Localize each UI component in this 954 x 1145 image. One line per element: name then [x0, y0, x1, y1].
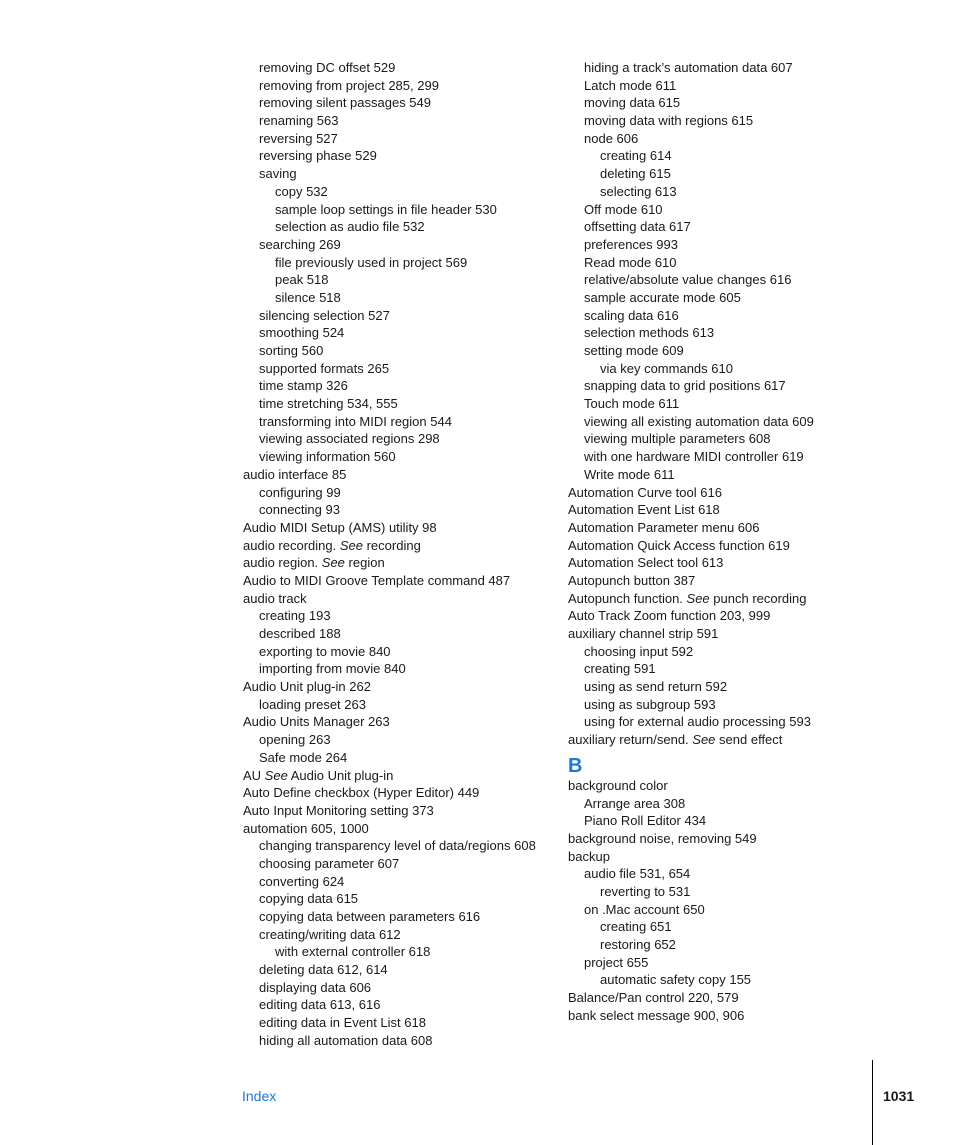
- index-entry: viewing all existing automation data 609: [584, 413, 814, 429]
- index-entry: backup: [568, 848, 610, 864]
- index-entry: Automation Event List 618: [568, 502, 720, 518]
- index-entry: time stamp 326: [259, 378, 348, 394]
- index-entry: project 655: [584, 954, 649, 970]
- index-entry: snapping data to grid positions 617: [584, 378, 786, 394]
- entry-target: send effect: [715, 732, 783, 748]
- index-entry: reversing phase 529: [259, 148, 377, 164]
- entry-target: punch recording: [709, 590, 807, 606]
- index-entry: relative/absolute value changes 616: [584, 272, 792, 288]
- index-entry: Latch mode 611: [584, 77, 677, 93]
- index-entry: deleting 615: [600, 166, 671, 182]
- index-entry: sorting 560: [259, 343, 324, 358]
- index-entry: sample loop settings in file header 530: [275, 201, 497, 217]
- index-entry: exporting to movie 840: [259, 643, 391, 659]
- footer-index-label: Index: [242, 1088, 277, 1104]
- index-entry: deleting data 612, 614: [259, 962, 388, 978]
- index-entry: setting mode 609: [584, 343, 684, 358]
- index-entry: renaming 563: [259, 113, 339, 129]
- index-entry: converting 624: [259, 873, 345, 889]
- index-entry: Arrange area 308: [584, 795, 686, 811]
- index-entry: creating 193: [259, 608, 331, 624]
- index-entry: smoothing 524: [259, 325, 345, 341]
- section-letter-b: B: [568, 754, 583, 777]
- index-entry: automatic safety copy 155: [600, 972, 752, 988]
- index-entry: silencing selection 527: [259, 307, 390, 323]
- index-entry: searching 269: [259, 236, 341, 252]
- index-entry: reversing 527: [259, 130, 338, 146]
- index-entry: time stretching 534, 555: [259, 396, 398, 412]
- index-entry: Off mode 610: [584, 201, 663, 217]
- index-entry: selecting 613: [600, 183, 677, 199]
- index-entry: loading preset 263: [259, 696, 366, 712]
- page-number: 1031: [883, 1088, 915, 1104]
- entry-text: Autopunch function.: [568, 590, 687, 606]
- index-entry: opening 263: [259, 732, 331, 748]
- index-entry: importing from movie 840: [259, 661, 406, 677]
- see-reference: See: [339, 537, 363, 553]
- see-reference: See: [264, 767, 288, 783]
- index-entry: on .Mac account 650: [584, 901, 705, 917]
- index-entry: using as subgroup 593: [584, 696, 716, 712]
- see-reference: See: [686, 590, 710, 606]
- index-entry: editing data 613, 616: [259, 997, 381, 1013]
- entry-text: audio region.: [243, 555, 322, 571]
- entry-text: AU: [243, 767, 265, 783]
- index-entry: sample accurate mode 605: [584, 289, 741, 305]
- index-entry: bank select message 900, 906: [568, 1007, 745, 1023]
- index-entry: [568, 590, 868, 608]
- index-entry: [243, 537, 553, 555]
- index-entry: creating 614: [600, 148, 672, 164]
- index-entry: transforming into MIDI region 544: [259, 413, 452, 429]
- index-entry: Automation Curve tool 616: [568, 484, 722, 500]
- index-entry: Read mode 610: [584, 254, 677, 270]
- index-entry: viewing associated regions 298: [259, 431, 440, 447]
- index-entry: Audio Unit plug-in 262: [243, 679, 371, 695]
- index-entry: [243, 767, 553, 785]
- index-entry: removing from project 285, 299: [259, 77, 439, 93]
- left-index-column: [243, 59, 553, 1050]
- index-entry: node 606: [584, 130, 639, 146]
- index-entry: silence 518: [275, 289, 341, 305]
- index-entry: described 188: [259, 626, 341, 641]
- index-entry: Safe mode 264: [259, 749, 348, 765]
- automation-continued-entries: [568, 59, 868, 749]
- index-entry: editing data in Event List 618: [259, 1015, 426, 1031]
- index-entry: Write mode 611: [584, 466, 675, 482]
- index-entry: creating/writing data 612: [259, 926, 401, 942]
- index-entry: saving: [259, 166, 297, 182]
- index-entry: connecting 93: [259, 502, 340, 518]
- index-entry: hiding a track’s automation data 607: [584, 60, 793, 75]
- index-entry: scaling data 616: [584, 307, 679, 323]
- index-entry: copy 532: [275, 183, 328, 199]
- index-entry: viewing information 560: [259, 449, 396, 465]
- index-entry: background color: [568, 777, 668, 793]
- index-entry: Autopunch button 387: [568, 572, 696, 588]
- index-entry: [568, 731, 868, 749]
- index-entry: displaying data 606: [259, 979, 372, 995]
- index-entry: with external controller 618: [275, 944, 431, 960]
- index-entry: Audio to MIDI Groove Template command 487: [243, 572, 511, 588]
- b-section-entries: [568, 777, 868, 1025]
- index-entry: Auto Track Zoom function 203, 999: [568, 608, 771, 624]
- index-entry: selection methods 613: [584, 325, 715, 341]
- index-entry: audio interface 85: [243, 466, 347, 482]
- index-entry: peak 518: [275, 272, 329, 288]
- index-entry: viewing multiple parameters 608: [584, 431, 771, 447]
- index-entry: changing transparency level of data/regions 608: [259, 838, 536, 854]
- index-entry: removing silent passages 549: [259, 95, 431, 111]
- index-entry: choosing input 592: [584, 643, 694, 659]
- index-entry: preferences 993: [584, 236, 678, 252]
- right-index-column: [568, 59, 868, 1024]
- index-entry: Touch mode 611: [584, 396, 680, 412]
- see-reference: See: [321, 555, 345, 571]
- see-reference: See: [692, 732, 716, 748]
- index-entry: selection as audio file 532: [275, 219, 425, 235]
- index-entry: [243, 554, 553, 572]
- index-entry: with one hardware MIDI controller 619: [584, 449, 804, 465]
- index-entry: Automation Quick Access function 619: [568, 537, 790, 553]
- index-entry: Automation Select tool 613: [568, 555, 724, 571]
- index-entry: Auto Define checkbox (Hyper Editor) 449: [243, 785, 480, 801]
- index-entry: audio track: [243, 590, 307, 606]
- index-entry: file previously used in project 569: [275, 254, 468, 270]
- index-entry: hiding all automation data 608: [259, 1032, 433, 1048]
- index-entry: moving data 615: [584, 95, 681, 111]
- footer-divider: [872, 1060, 873, 1145]
- index-entry: audio file 531, 654: [584, 866, 691, 882]
- entry-text: auxiliary return/send.: [568, 732, 693, 748]
- index-entry: Audio MIDI Setup (AMS) utility 98: [243, 519, 437, 535]
- index-entry: Automation Parameter menu 606: [568, 519, 760, 535]
- index-entry: copying data 615: [259, 891, 359, 907]
- index-entry: auxiliary channel strip 591: [568, 626, 719, 641]
- index-entry: copying data between parameters 616: [259, 909, 481, 924]
- entry-text: audio recording.: [243, 537, 340, 553]
- index-entry: Piano Roll Editor 434: [584, 813, 707, 829]
- index-entry: moving data with regions 615: [584, 113, 754, 129]
- index-entry: offsetting data 617: [584, 219, 691, 235]
- index-entry: background noise, removing 549: [568, 830, 757, 846]
- index-entry: creating 591: [584, 661, 656, 677]
- index-entry: choosing parameter 607: [259, 855, 400, 871]
- index-entry: Auto Input Monitoring setting 373: [243, 802, 434, 818]
- index-entry: using as send return 592: [584, 679, 728, 695]
- entry-target: recording: [362, 537, 421, 553]
- index-entry: Balance/Pan control 220, 579: [568, 990, 739, 1006]
- entry-target: region: [344, 555, 385, 571]
- index-entry: automation 605, 1000: [243, 820, 369, 836]
- index-entry: Audio Units Manager 263: [243, 714, 390, 730]
- index-entry: supported formats 265: [259, 360, 390, 376]
- index-entry: removing DC offset 529: [259, 60, 396, 75]
- index-entry: reverting to 531: [600, 883, 691, 899]
- index-entry: restoring 652: [600, 937, 676, 952]
- entry-target: Audio Unit plug-in: [287, 767, 394, 783]
- index-entry: configuring 99: [259, 484, 341, 500]
- index-entry: creating 651: [600, 919, 672, 935]
- index-entry: via key commands 610: [600, 360, 733, 376]
- index-entry: using for external audio processing 593: [584, 714, 811, 730]
